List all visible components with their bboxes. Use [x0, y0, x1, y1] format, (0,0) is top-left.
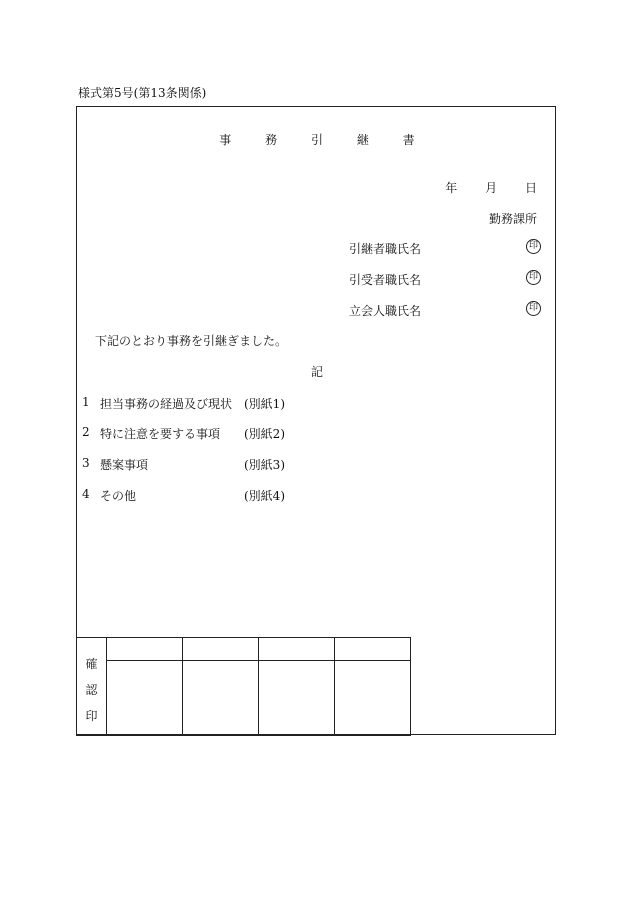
- item-label: 特に注意を要する事項: [100, 427, 221, 441]
- item-number: 4: [82, 487, 90, 501]
- signature-label: 引継者職氏名: [349, 242, 422, 256]
- item-number: 1: [82, 395, 90, 409]
- title-char: 事: [219, 133, 232, 147]
- title-char: 引: [310, 133, 323, 147]
- stamp-cell-header[interactable]: [183, 638, 259, 661]
- item-reference: (別紙4): [244, 489, 285, 503]
- item-label: 担当事務の経過及び現状: [100, 397, 233, 411]
- date-year: 年: [445, 181, 458, 195]
- title-char: 書: [402, 133, 415, 147]
- signature-row-witness: [349, 302, 539, 318]
- item-reference: (別紙3): [244, 458, 285, 472]
- seal-icon: 印: [526, 301, 541, 316]
- seal-icon: 印: [526, 239, 541, 254]
- signature-row-predecessor: [349, 240, 539, 256]
- item-number: 3: [82, 456, 90, 470]
- stamp-cell-header[interactable]: [259, 638, 335, 661]
- item-label: 懸案事項: [100, 458, 149, 472]
- confirm-char: 認: [85, 682, 98, 697]
- signature-label: 引受者職氏名: [349, 273, 422, 287]
- date-line: [433, 179, 537, 196]
- stamp-cell-header[interactable]: [107, 638, 183, 661]
- stamp-cell[interactable]: [335, 661, 411, 736]
- stamp-cell-header[interactable]: [335, 638, 411, 661]
- stamp-cell[interactable]: [183, 661, 259, 736]
- stamp-cell[interactable]: [259, 661, 335, 736]
- workplace-label: 勤務課所: [488, 212, 537, 226]
- title-char: 務: [265, 133, 278, 147]
- seal-icon: 印: [526, 270, 541, 285]
- stamp-cell[interactable]: [107, 661, 183, 736]
- item-reference: (別紙1): [244, 397, 285, 411]
- form-number-label: 様式第5号(第13条関係): [78, 86, 207, 100]
- date-day: 日: [524, 181, 537, 195]
- intro-text: 下記のとおり事務を引継ぎました。: [95, 334, 288, 348]
- signature-label: 立会人職氏名: [349, 304, 422, 318]
- ki-heading: 記: [310, 365, 323, 379]
- date-month: 月: [485, 181, 498, 195]
- confirm-char: 印: [85, 708, 98, 723]
- item-number: 2: [82, 425, 90, 439]
- confirmation-header: [77, 638, 107, 736]
- signature-row-successor: [349, 271, 539, 287]
- confirmation-stamp-table: [76, 637, 411, 736]
- title-char: 継: [356, 133, 369, 147]
- item-reference: (別紙2): [244, 427, 285, 441]
- confirm-char: 確: [85, 656, 98, 671]
- document-title: [77, 131, 557, 148]
- document-frame: [76, 106, 556, 735]
- item-label: その他: [100, 489, 137, 503]
